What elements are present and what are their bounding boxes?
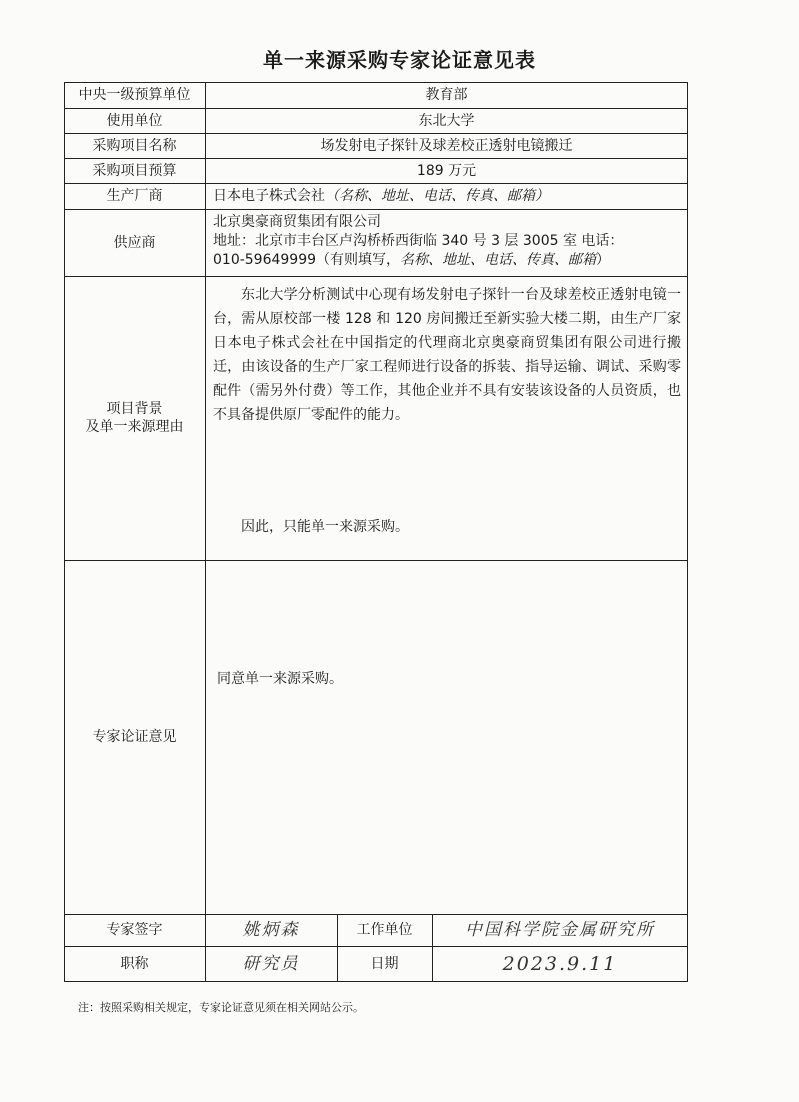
central-unit-value: 教育部	[425, 87, 468, 103]
job-title-value: 研究员	[242, 954, 300, 974]
manufacturer-value	[205, 183, 688, 209]
manufacturer-hint: （名称、地址、电话、传真、邮箱）	[325, 188, 549, 204]
supplier-value	[213, 213, 685, 270]
user-unit-value: 东北大学	[418, 112, 475, 129]
job-title-label: 职称	[120, 956, 149, 972]
work-unit-value: 中国科学院金属研究所	[465, 920, 655, 940]
project-name-label: 采购项目名称	[92, 137, 177, 154]
project-name-value: 场发射电子探针及球差校正透射电镜搬迁	[320, 137, 573, 154]
supplier-phone-text: 010-59649999（有则填写，	[213, 252, 401, 268]
expert-signature: 姚炳森	[242, 920, 300, 940]
column-divider	[205, 82, 206, 982]
opinion-text: 同意单一来源采购。	[217, 671, 343, 687]
supplier-phone	[213, 251, 685, 270]
budget-label: 采购项目预算	[92, 162, 177, 179]
supplier-phone-hint: 名称、地址、电话、传真、邮箱	[400, 252, 597, 268]
background-label-line2: 及单一来源理由	[85, 419, 184, 435]
background-text	[213, 283, 681, 427]
supplier-address: 地址：北京市丰台区卢沟桥桥西街临 340 号 3 层 3005 室 电话：	[213, 233, 624, 249]
date-value: 2023.9.11	[502, 953, 618, 975]
signature-label: 专家签字	[106, 922, 163, 938]
background-label-line1: 项目背景	[106, 401, 163, 417]
work-unit-label: 工作单位	[356, 922, 413, 938]
supplier-label: 供应商	[113, 234, 156, 251]
supplier-name: 北京奥豪商贸集团有限公司	[213, 214, 381, 230]
supplier-phone-close: ）	[596, 252, 611, 268]
footnote: 注：按照采购相关规定，专家论证意见须在相关网站公示。	[78, 1001, 364, 1014]
manufacturer-name: 日本电子株式会社	[213, 188, 325, 204]
opinion-label: 专家论证意见	[92, 729, 177, 745]
form-title: 单一来源采购专家论证意见表	[263, 48, 536, 72]
central-unit-label: 中央一级预算单位	[78, 87, 191, 103]
budget-value: 189 万元	[416, 162, 477, 179]
user-unit-label: 使用单位	[106, 112, 163, 129]
background-paragraph: 东北大学分析测试中心现有场发射电子探针一台及球差校正透射电镜一台，需从原校部一楼 128 和 120 房间搬迁至新实验大楼二期，由生产厂家日本电子株式会社在中国指定的代理商北京奥豪商贸集团有限公司进行搬迁，由该设备的生产厂家工程师进行设备的拆装、指导运输、调试、采购零配件（需另外付费）等工作，其他企业并不具有安装该设备的人员资质，也不具备提供原厂零配件的能力。	[213, 287, 681, 423]
background-conclusion: 因此，只能单一来源采购。	[241, 519, 409, 535]
date-label: 日期	[370, 956, 399, 972]
background-label	[64, 276, 205, 560]
manufacturer-label: 生产厂商	[106, 188, 163, 204]
